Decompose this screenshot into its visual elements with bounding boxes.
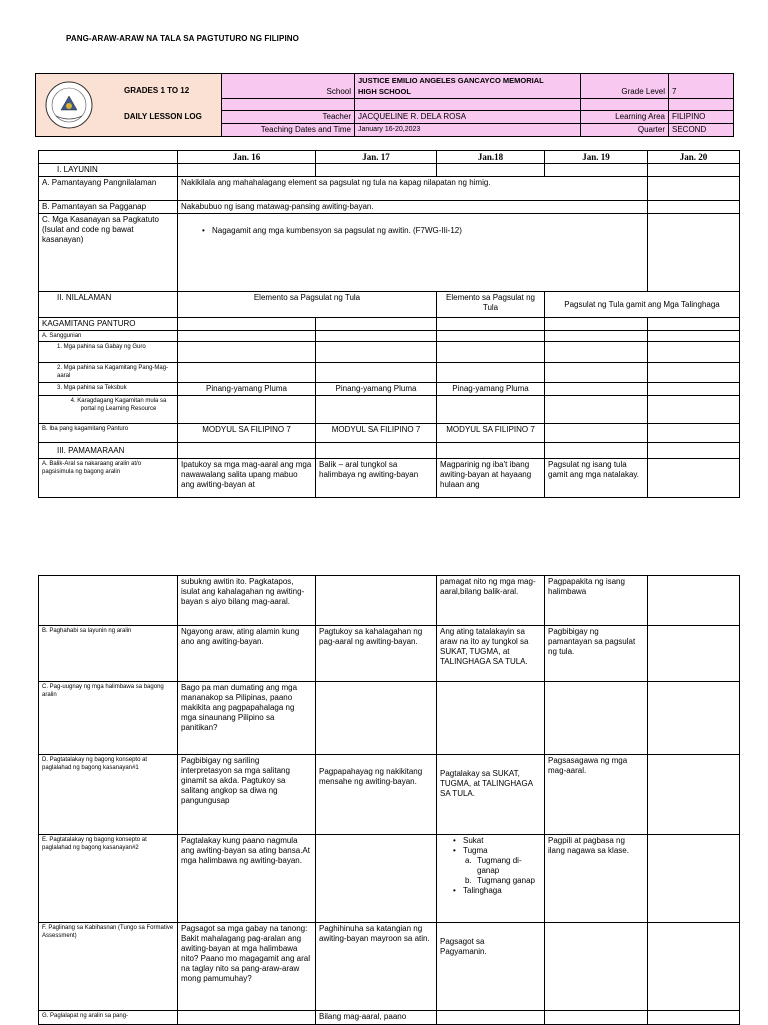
school-value: JUSTICE EMILIO ANGELES GANCAYCO MEMORIAL HIGH SCHOOL [355,74,581,99]
lesson-table-bottom [38,575,740,1025]
kasanayan-label: C. Mga Kasanayan sa Pagkatuto (Isulat and code ng bawat kasanayan) [39,214,178,292]
day-header: Jan. 19 [545,151,648,164]
paglinang-value-2: Paghihinuha sa katangian ng awiting-bayan mayroon sa atin. [316,923,437,1011]
day-header: Jan.18 [437,151,545,164]
paglalapat-label: G. Paglalapat ng aralin sa pang- [39,1011,178,1025]
kasanayan-value: • Nagagamit ang mga kumbensyon sa pagsulat ng awitin. (F7WG-IIi-12) [202,226,644,236]
paghahabi-label: B. Paghahabi sa layunin ng aralin [39,626,178,682]
day-header: Jan. 16 [178,151,316,164]
day-header: Jan. 20 [648,151,740,164]
balik-aral-value-1: Ipatukoy sa mga mag-aaral ang mga nawawalang salita upang mabuo ang awiting-bayan at [178,459,316,498]
kagamitang-panturo-heading: KAGAMITANG PANTURO [39,318,178,331]
paglinang-value-1: Pagsagot sa mga gabay na tanong: Bakit mahalagang pag-aralan ang awiting-bayan at mga halimbawa nito? Paano mo magagamit ang aral na taglay nito sa pang-araw-araw mong pamumuhay? [178,923,316,1011]
teaching-dates-label: Teaching Dates and Time [222,124,355,137]
pamamaraan-heading: III. PAMAMARAAN [39,443,178,459]
balik-aral-value-4: Pagsulat ng isang tula gamit ang mga natalakay. [545,459,648,498]
iba-pang-kagamitan-label: B. Iba pang kagamitang Panturo [39,424,178,443]
deped-seal-icon [44,80,94,130]
bagong-konsepto-2-value-1: Pagtalakay kung paano nagmula ang awiting-bayan sa ating bansa.At mga halimbawa ng awiting-bayan. [178,835,316,923]
school-label: School [222,74,355,99]
nilalaman-value-1: Elemento sa Pagsulat ng Tula [178,292,437,318]
pag-uugnay-value: Bago pa man dumating ang mga mananakop sa Pilipinas, paano makikita ang pagpapahalaga ng mga sinaunang Pilipino sa panitikan? [178,682,316,755]
pamantayan-pagganap-value: Nakabubuo ng isang matawag-pansing awiting-bayan. [178,201,648,214]
grade-level-label: Grade Level [581,74,669,99]
quarter-value: SECOND [669,124,734,137]
paghahabi-value-3: Ang ating tatalakayin sa araw na ito ay tungkol sa SUKAT, TUGMA, at TALINGHAGA SA TULA. [437,626,545,682]
paglalapat-value-2: Bilang mag-aaral, paano [316,1011,437,1025]
modyul-value: MODYUL SA FILIPINO 7 [437,424,545,443]
bagong-konsepto-2-value-4: Pagpili at pagbasa ng ilang nagawa sa klase. [545,835,648,923]
kasanayan-cell [178,214,648,292]
kagamitang-mag-aaral-label: 2. Mga pahina sa Kagamitang Pang-Mag-aaral [39,363,178,383]
teaching-dates-value: January 16-20,2023 [355,124,581,137]
pamantayan-pagganap-label: B. Pamantayan sa Pagganap [39,201,178,214]
paglinang-value-3: Pagsagot sa Pagyamanin. [437,923,545,1011]
bagong-konsepto-2-list [437,835,545,923]
day-header: Jan. 17 [316,151,437,164]
gabay-guro-label: 1. Mga pahina sa Gabay ng Guro [39,342,178,363]
balik-aral-continued-3: pamagat nito ng mga mag-aaral,bilang balik-aral. [437,576,545,626]
balik-aral-value-3: Magparinig ng iba't ibang awiting-bayan at hayaang hulaan ang [437,459,545,498]
list-item: • Talinghaga [453,886,541,896]
lesson-table-top [38,150,740,498]
balik-aral-continued-4: Pagpapakita ng isang halimbawa [545,576,648,626]
bagong-konsepto-1-value-4: Pagsasagawa ng mga mag-aaral. [545,755,648,835]
teksbuk-value: Pinang-yamang Pluma [178,383,316,396]
header-table [35,73,734,137]
header-title-cell [36,74,222,137]
balik-aral-value-2: Balik – aral tungkol sa halimbaya ng awiting-bayan [316,459,437,498]
karagdagang-kagamitan-label: 4. Karagdagang Kagamitan mula sa portal ng Learning Resource [39,396,178,424]
pamantayang-pangnilalaman-label: A. Pamantayang Pangnilalaman [39,177,178,201]
list-item: • Tugma [453,846,541,856]
list-item: a. Tugmang di-ganap [465,856,522,875]
bagong-konsepto-1-value-3: Pagtalakay sa SUKAT, TUGMA, at TALINGHAGA SA TULA. [437,755,545,835]
paghahabi-value-1: Ngayong araw, ating alamin kung ano ang awiting-bayan. [178,626,316,682]
list-item: • Sukat [453,836,541,846]
bagong-konsepto-1-label: D. Pagtatalakay ng bagong konsepto at paglalahad ng bagong kasanayan#1 [39,755,178,835]
list-item: b. Tugmang ganap [465,876,535,885]
teksbuk-label: 3. Mga pahina sa Teksbuk [39,383,178,396]
paghahabi-value-4: Pagbibigay ng pamantayan sa pagsulat ng tula. [545,626,648,682]
quarter-label: Quarter [581,124,669,137]
teksbuk-value: Pinag-yamang Pluma [437,383,545,396]
layunin-heading: I. LAYUNIN [39,164,178,177]
pamantayang-pangnilalaman-value: Nakikilala ang mahahalagang element sa pagsulat ng tula na kapag nilapatan ng himig. [178,177,648,201]
nilalaman-heading: II. NILALAMAN [39,292,178,318]
learning-area-value: FILIPINO [669,111,734,124]
daily-lesson-log-label: DAILY LESSON LOG [124,112,202,121]
bagong-konsepto-1-value-1: Pagbibigay ng sariling interpretasyon sa mga salitang ginamit sa akda. Pagtukoy sa salitang angkop sa diwa ng pangungusap [178,755,316,835]
modyul-value: MODYUL SA FILIPINO 7 [178,424,316,443]
paglinang-label: F. Paglinang sa Kabihasnan (Tungo sa Formative Assessment) [39,923,178,1011]
grades-label: GRADES 1 TO 12 [124,86,190,95]
bagong-konsepto-2-label: E. Pagtatalakay ng bagong konsepto at paglalahad ng bagong kasanayan#2 [39,835,178,923]
teacher-label: Teacher [222,111,355,124]
modyul-value: MODYUL SA FILIPINO 7 [316,424,437,443]
teacher-value: JACQUELINE R. DELA ROSA [355,111,581,124]
teksbuk-value: Pinang-yamang Pluma [316,383,437,396]
balik-aral-label: A. Balik-Aral sa nakaraang aralin at/o pagsisimula ng bagong aralin [39,459,178,498]
grade-level-value: 7 [669,74,734,99]
balik-aral-continued-1: subukng awitin ito. Pagkatapos, isulat ang kahalagahan ng awiting-bayan s aiyo bilang mag-aaral. [178,576,316,626]
learning-area-label: Learning Area [581,111,669,124]
sanggunian-label: A. Sanggunian [39,331,178,342]
document-title: PANG-ARAW-ARAW NA TALA SA PAGTUTURO NG FILIPINO [66,34,299,43]
nilalaman-value-2: Elemento sa Pagsulat ng Tula [437,292,545,318]
pag-uugnay-label: C. Pag-uugnay ng mga halimbawa sa bagong aralin [39,682,178,755]
bagong-konsepto-1-value-2: Pagpapahayag ng nakikitang mensahe ng awiting-bayan. [316,755,437,835]
paghahabi-value-2: Pagtukoy sa kahalagahan ng pag-aaral ng awiting-bayan. [316,626,437,682]
nilalaman-value-3: Pagsulat ng Tula gamit ang Mga Talinghaga [545,292,740,318]
